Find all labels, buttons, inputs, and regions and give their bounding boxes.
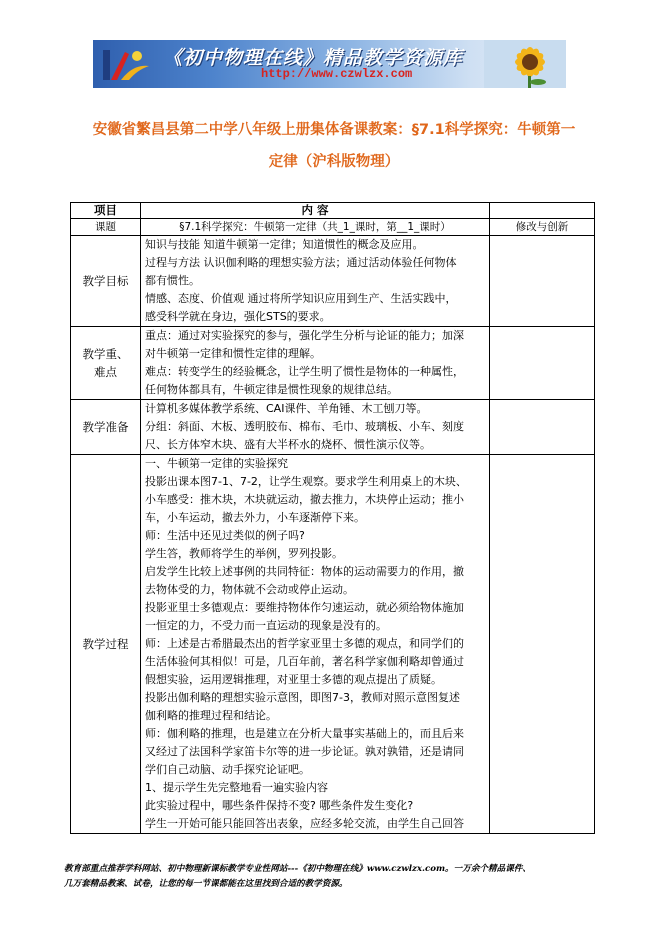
content-line: 感受科学就在身边，强化STS的要求。 (145, 310, 331, 323)
content-line: 投影出伽利略的理想实验示意图，即图7-3，教师对照示意图复述 (145, 691, 460, 704)
row-label-line: 难点 (94, 365, 117, 379)
content-line: 启发学生比较上述事例的共同特征：物体的运动需要力的作用，撤 (145, 565, 464, 578)
table-row-process (71, 455, 595, 834)
content-line: 假想实验，运用逻辑推理，对亚里士多德的观点提出了质疑。 (145, 673, 442, 686)
content-line: 师：生活中还见过类似的例子吗? (145, 529, 305, 542)
row-label (71, 327, 141, 400)
content-line: 学生一开始可能只能回答出表象，应经多轮交流，由学生自己回答 (145, 817, 464, 830)
header-blank (490, 203, 595, 219)
content-line: 生活体验何其相似！可是，几百年前，著名科学家伽利略却曾通过 (145, 655, 464, 668)
row-content (141, 327, 490, 400)
content-line: 伽利略的推理过程和结论。 (145, 709, 277, 722)
header-content: 内 容 (141, 203, 490, 219)
content-line: 任何物体都具有，牛顿定律是惯性现象的规律总结。 (145, 383, 398, 396)
content-line: 车，小车运动，撤去外力，小车逐渐停下来。 (145, 511, 365, 524)
banner-url[interactable]: http://www.czwlzx.com (261, 67, 413, 81)
content-line: 都有惯性。 (145, 274, 200, 287)
lesson-plan-table (70, 202, 595, 834)
row-label-line: 教学重、 (82, 347, 129, 361)
content-line: 计算机多媒体教学系统、CAI课件、羊角锤、木工刨刀等。 (145, 402, 428, 415)
site-banner (93, 40, 566, 88)
content-line: 投影出课本图7-1、7-2，让学生观察。要求学生利用桌上的木块、 (145, 475, 467, 488)
banner-title: 《初中物理在线》精品教学资源库 (163, 47, 464, 69)
content-line: 小车感受：推木块，木块就运动，撤去推力，木块停止运动；推小 (145, 493, 464, 506)
document-title-line1: 安徽省繁昌县第二中学八年级上册集体备课教案：§7.1科学探究：牛顿第一 (92, 122, 576, 138)
row-content (141, 236, 490, 327)
content-line: 尺、长方体窄木块、盛有大半杯水的烧杯、惯性演示仪等。 (145, 438, 431, 451)
subject-row (71, 219, 595, 236)
row-label: 教学过程 (71, 455, 141, 834)
content-line: 知识与技能 知道牛顿第一定律；知道惯性的概念及应用。 (145, 238, 424, 251)
row-label: 教学准备 (71, 400, 141, 455)
content-line: 重点：通过对实验探究的参与，强化学生分析与论证的能力；加深 (145, 329, 464, 342)
content-line: 师：伽利略的推理，也是建立在分析大量事实基础上的，而且后来 (145, 727, 464, 740)
content-line: 师：上述是古希腊最杰出的哲学家亚里士多德的观点，和同学们的 (145, 637, 464, 650)
page-footer (64, 862, 604, 892)
table-row-preparation (71, 400, 595, 455)
content-line: 学生答，教师将学生的举例，罗列投影。 (145, 547, 343, 560)
header-row (71, 203, 595, 219)
content-line: 去物体受的力，物体就不会动或停止运动。 (145, 583, 354, 596)
subject-label: 课题 (71, 219, 141, 236)
notes-cell (490, 327, 595, 400)
notes-cell (490, 236, 595, 327)
content-line: 情感、态度、价值观 通过将所学知识应用到生产、生活实践中， (145, 292, 457, 305)
header-item: 项目 (71, 203, 141, 219)
content-line: 过程与方法 认识伽利略的理想实验方法；通过活动体验任何物体 (145, 256, 457, 269)
logo-icon (99, 44, 153, 84)
content-line: 难点：转变学生的经验概念，让学生明了惯性是物体的一种属性， (145, 365, 464, 378)
content-line: 一恒定的力，不受力而一直运动的现象是没有的。 (145, 619, 387, 632)
content-line: 一、牛顿第一定律的实验探究 (145, 457, 288, 470)
subject-content: §7.1科学探究：牛顿第一定律（共_1_课时，第__1_课时） (141, 219, 490, 236)
notes-cell (490, 455, 595, 834)
table-row-key-points (71, 327, 595, 400)
content-line: 1、提示学生先完整地看一遍实验内容 (145, 781, 328, 794)
notes-header: 修改与创新 (490, 219, 595, 236)
row-content (141, 400, 490, 455)
table-row-objectives (71, 236, 595, 327)
footer-line1: 教育部重点推荐学科网站、初中物理新课标教学专业性网站---《初中物理在线》www.czwlzx.com。一万余个精品课件、 (64, 864, 531, 874)
content-line: 又经过了法国科学家笛卡尔等的进一步论证。孰对孰错，还是请同 (145, 745, 464, 758)
row-label: 教学目标 (71, 236, 141, 327)
notes-cell (490, 400, 595, 455)
content-line: 对牛顿第一定律和惯性定律的理解。 (145, 347, 321, 360)
sunflower-icon (484, 40, 566, 88)
content-line: 投影亚里士多德观点：要维持物体作匀速运动，就必须给物体施加 (145, 601, 464, 614)
document-title-line2: 定律（沪科版物理） (268, 154, 400, 170)
content-line: 此实验过程中，哪些条件保持不变? 哪些条件发生变化? (145, 799, 414, 812)
row-content (141, 455, 490, 834)
footer-line2: 几万套精品教案、试卷，让您的每一节课都能在这里找到合适的教学资源。 (64, 879, 348, 889)
content-line: 学们自己动脑、动手探究论证吧。 (145, 763, 310, 776)
content-line: 分组：斜面、木板、透明胶布、棉布、毛巾、玻璃板、小车、刻度 (145, 420, 464, 433)
